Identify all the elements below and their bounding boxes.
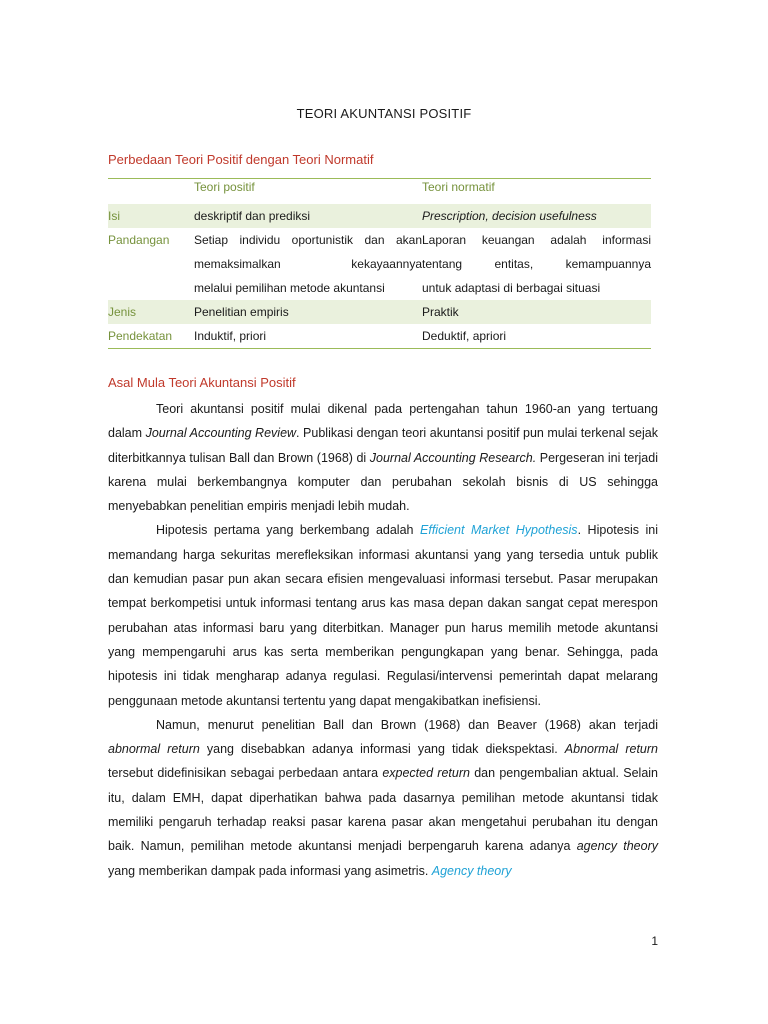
journal-accounting-research: Journal Accounting Research. [369,450,537,465]
table-header-positif: Teori positif [194,179,422,205]
table-row [108,300,651,324]
cell-pandangan-positif-line1: Setiap individu oportunistik dan akan [194,233,422,247]
table-row [108,324,651,349]
p1-text-a: Teori akuntansi positif mulai dikenal pada pertengahan tahun 1960-an yang tertuang dalam [108,402,658,441]
table-row [108,204,651,228]
cell-jenis-normatif: Praktik [422,300,651,324]
paragraph-3 [108,713,658,883]
p3-text-a: Namun, menurut penelitian Ball dan Brown (1968) dan Beaver (1968) akan terjadi [156,717,658,732]
cell-pandangan-normatif-line3: untuk adaptasi di berbagai situasi [422,281,601,295]
table-header-normatif: Teori normatif [422,179,651,205]
table-header-empty [108,179,194,205]
efficient-market-hypothesis-link[interactable]: Efficient Market Hypothesis [420,523,578,538]
comparison-table [108,178,651,349]
document-title: TEORI AKUNTANSI POSITIF [296,106,472,121]
section-heading-perbedaan: Perbedaan Teori Positif dengan Teori Normatif [108,152,374,167]
expected-return-term: expected return [382,766,470,781]
cell-pendekatan-positif: Induktif, priori [194,324,422,349]
row-label-pandangan: Pandangan [108,233,170,247]
p1-text-c: . Publikasi dengan teori akuntansi positif pun mulai terkenal sejak diterbitkannya tulisan Ball dan Brown (1968) di [108,426,658,465]
section-heading-asal-mula: Asal Mula Teori Akuntansi Positif [108,375,296,390]
table-row [108,228,651,300]
p1-text-e: Pergeseran ini terjadi karena mulai berkembangnya komputer dan perubahan sekolah bisnis di US sehingga menyebabkan penelitian empiris menjadi lebih mudah. [108,450,658,514]
p3-text-c: yang disebabkan adanya informasi yang tidak diekspektasi. [199,742,565,757]
cell-pandangan-positif-line2: memaksimalkan kekayaannya [194,257,422,271]
body-text [108,397,658,883]
agency-theory-link[interactable]: Agency theory [431,863,512,878]
page-number: 1 [651,934,658,948]
row-label-jenis: Jenis [108,300,194,324]
cell-pendekatan-normatif: Deduktif, apriori [422,324,651,349]
cell-isi-positif: deskriptif dan prediksi [194,204,422,228]
cell-pandangan-normatif-line2: tentang entitas, kemampuannya [422,257,651,271]
p3-text-i: yang memberikan dampak pada informasi yang asimetris. [108,863,432,878]
row-label-isi: Isi [108,204,194,228]
p2-text-c: . Hipotesis ini memandang harga sekuritas merefleksikan informasi akuntansi yang yang tersedia untuk publik dan kemudian pasar pun akan secara efisien mengevaluasi informasi tersebut. Pasar merupakan tempat berkompetisi untuk informasi tentang arus kas masa depan dakan sangat cepat merespon perubahan atas informasi baru yang diterbitkan. Manager pun harus memilih metode akuntansi yang mempengaruhi arus kas serta memberikan pengungkapan yang benar. Sehingga, pada hipotesis ini tidak mengharap adanya regulasi. Regulasi/intervensi pemerintah dapat melarang penggunaan metode akuntansi tertentu yang dapat mengakibatkan inefisiensi. [108,523,658,708]
paragraph-2 [108,518,658,712]
p3-text-e: tersebut didefinisikan sebagai perbedaan antara [108,766,383,781]
p2-text-a: Hipotesis pertama yang berkembang adalah [156,523,421,538]
p3-text-g: dan pengembalian aktual. Selain itu, dalam EMH, dapat diperhatikan bahwa pada dasarnya pemilihan metode akuntansi tidak memiliki pengaruh terhadap reaksi pasar karena pasar akan mengetahui perubahan itu dengan baik. Namun, pemilihan metode akuntansi menjadi berpengaruh karena adanya [108,766,659,854]
cell-pandangan-positif-line3: melalui pemilihan metode akuntansi [194,281,385,295]
journal-accounting-review: Journal Accounting Review [145,426,297,441]
abnormal-return-term-2: Abnormal return [564,742,659,757]
paragraph-1 [108,397,658,518]
abnormal-return-term: abnormal return [108,742,200,757]
row-label-pendekatan: Pendekatan [108,324,194,349]
cell-isi-normatif: Prescription, decision usefulness [422,204,651,228]
cell-jenis-positif: Penelitian empiris [194,300,422,324]
agency-theory-term: agency theory [576,839,658,854]
cell-pandangan-normatif-line1: Laporan keuangan adalah informasi [422,233,651,247]
